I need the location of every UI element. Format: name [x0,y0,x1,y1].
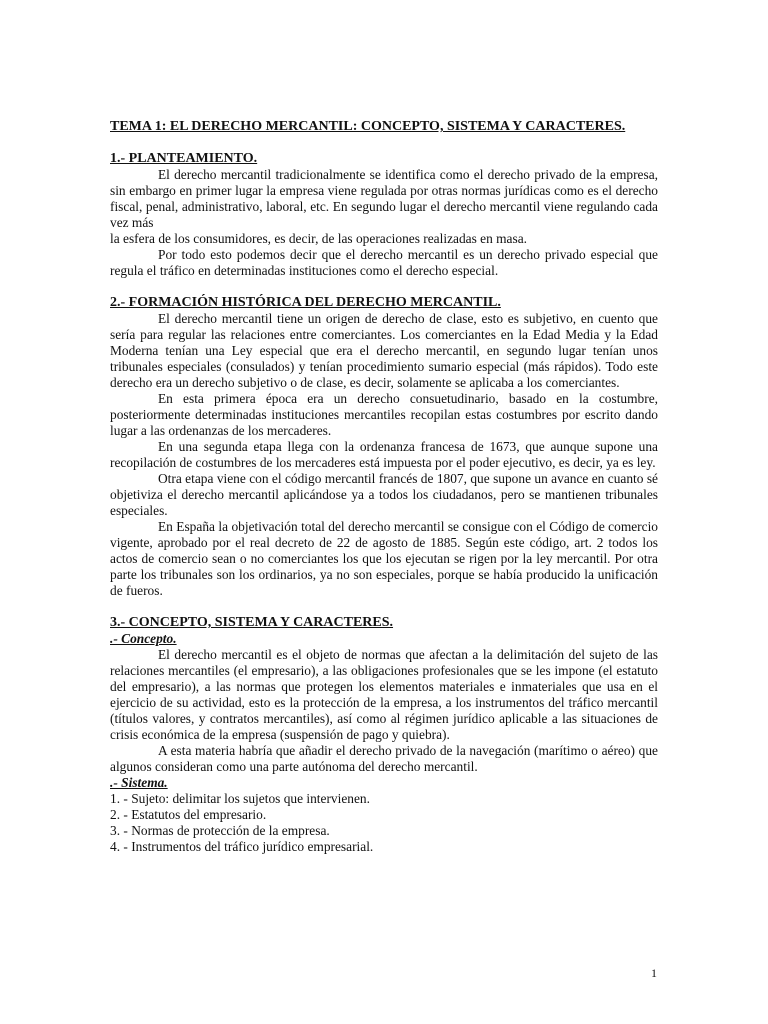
subheading-sistema: .- Sistema. [110,775,168,790]
section-3-paragraph: A esta materia habría que añadir el derecho privado de la navegación (marítimo o aéreo) que algunos consideran como una parte autónoma del derecho mercantil. [110,743,658,774]
section-2-heading: 2.- FORMACIÓN HISTÓRICA DEL DERECHO MERCANTIL. [110,295,501,310]
section-2-paragraph: En España la objetivación total del derecho mercantil se consigue con el Código de comercio vigente, aprobado por el real decreto de 22 de agosto de 1885. Según este código, art. 2 todos los actos de comercio sean o no comerciantes los que los ejecutan se rigen por la ley mercantil. Por otra parte los tribunales son los ordinarios, ya no son especiales, porque se había producido la unificación de fueros. [110,519,658,598]
document-title: TEMA 1: EL DERECHO MERCANTIL: CONCEPTO, SISTEMA Y CARACTERES. [110,119,626,134]
section-1-paragraph: El derecho mercantil tradicionalmente se identifica como el derecho privado de la empresa, sin embargo en primer lugar la empresa viene regulada por otras normas jurídicas como es el derecho fiscal, penal, administrativo, laboral, etc. En segundo lugar el derecho mercantil viene regulando cada vez más [110,167,658,230]
list-item: 4. - Instrumentos del tráfico jurídico empresarial. [110,839,374,854]
section-2-paragraph: En una segunda etapa llega con la ordenanza francesa de 1673, que aunque supone una recopilación de costumbres de los mercaderes está impuesta por el poder ejecutivo, es decir, ya es ley. [110,439,658,470]
document-body [110,119,658,855]
list-item: 2. - Estatutos del empresario. [110,807,267,822]
section-3-heading: 3.- CONCEPTO, SISTEMA Y CARACTERES. [110,615,394,630]
list-item: 3. - Normas de protección de la empresa. [110,823,330,838]
section-1-paragraph: Por todo esto podemos decir que el derecho mercantil es un derecho privado especial que regula el tráfico en determinadas instituciones como el derecho especial. [110,247,658,278]
section-2-paragraph: Otra etapa viene con el código mercantil francés de 1807, que supone un avance en cuanto sé objetiviza el derecho mercantil aplicándose ya a todos los ciudadanos, pero se mantienen tribunales especiales. [110,471,658,518]
subheading-concepto: .- Concepto. [110,631,177,646]
section-1-paragraph: la esfera de los consumidores, es decir, de las operaciones realizadas en masa. [110,231,527,246]
list-item: 1. - Sujeto: delimitar los sujetos que intervienen. [110,791,370,806]
section-2-paragraph: El derecho mercantil tiene un origen de derecho de clase, esto es subjetivo, en cuento que sería para regular las relaciones entre comerciantes. Los comerciantes en la Edad Media y la Edad Moderna tenían una Ley especial que era el derecho mercantil, en segundo lugar tenían unos tribunales especiales (consulados) y tenían procedimiento sumario especial (más rápidos). Todo este derecho era un derecho subjetivo o de clase, es decir, solamente se aplicaba a los comerciantes. [110,311,658,390]
section-3-paragraph: El derecho mercantil es el objeto de normas que afectan a la delimitación del sujeto de las relaciones mercantiles (el empresario), a las obligaciones profesionales que se les impone (el estatuto del empresario), a las normas que protegen los elementos materiales e inmateriales que usa en el ejercicio de su actividad, esto es la protección de la empresa, a los instrumentos del tráfico mercantil (títulos valores, y contratos mercantiles), así como al régimen jurídico aplicable a las situaciones de crisis económica de la empresa (suspensión de pago y quiebra). [110,647,658,742]
section-1-heading: 1.- PLANTEAMIENTO. [110,151,258,166]
section-2-paragraph: En esta primera época era un derecho consuetudinario, basado en la costumbre, posteriormente determinadas instituciones mercantiles recopilan estas costumbres por escrito dando lugar a las ordenanzas de los mercaderes. [110,391,658,438]
page-number: 1 [651,966,657,980]
